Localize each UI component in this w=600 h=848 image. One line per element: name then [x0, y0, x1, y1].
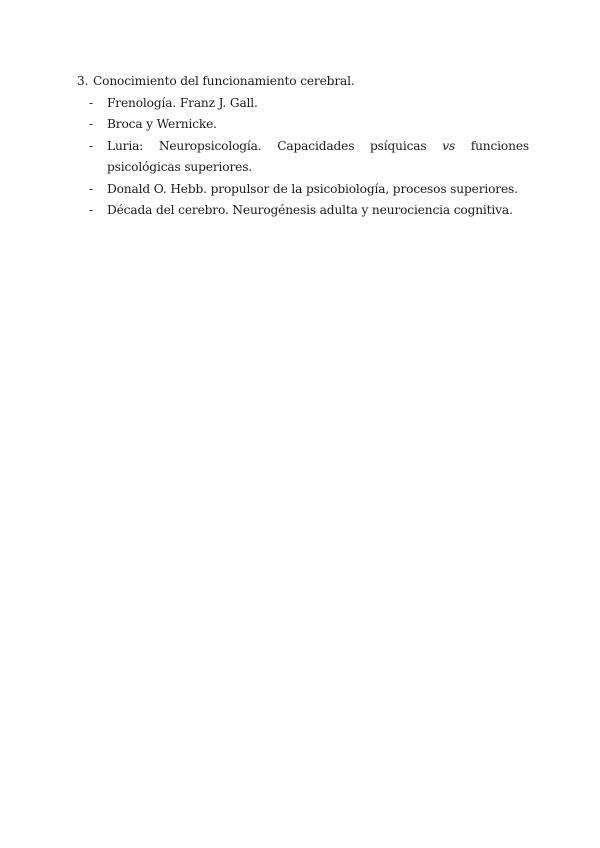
list-item — [77, 136, 529, 179]
section-3 — [77, 71, 529, 222]
list-item-text: Frenología. Franz J. Gall. — [107, 95, 258, 110]
list-item-text: Broca y Wernicke. — [107, 117, 217, 131]
section-title: Conocimiento del funcionamiento cerebral. — [93, 74, 355, 88]
list-item-text: Década del cerebro. Neurogénesis adulta y neurociencia cognitiva. — [107, 203, 513, 217]
list-item-text-after: funciones psicológicas superiores. — [107, 138, 529, 174]
section-number: 3. — [77, 74, 89, 88]
section-heading — [77, 71, 529, 93]
topic-list — [77, 93, 529, 222]
list-item-text-before: Luria: Neuropsicología. Capacidades psíquicas — [107, 138, 443, 153]
list-marker: - — [89, 203, 93, 217]
list-marker: - — [89, 95, 93, 110]
list-item — [77, 179, 529, 201]
list-item-emphasis: vs — [442, 138, 456, 153]
list-item — [77, 114, 529, 136]
list-item — [77, 93, 529, 115]
list-marker: - — [89, 138, 93, 153]
list-item — [77, 200, 529, 222]
list-item-text: Donald O. Hebb. propulsor de la psicobiología, procesos superiores. — [107, 181, 518, 196]
list-marker: - — [89, 181, 93, 196]
list-marker: - — [89, 117, 93, 131]
